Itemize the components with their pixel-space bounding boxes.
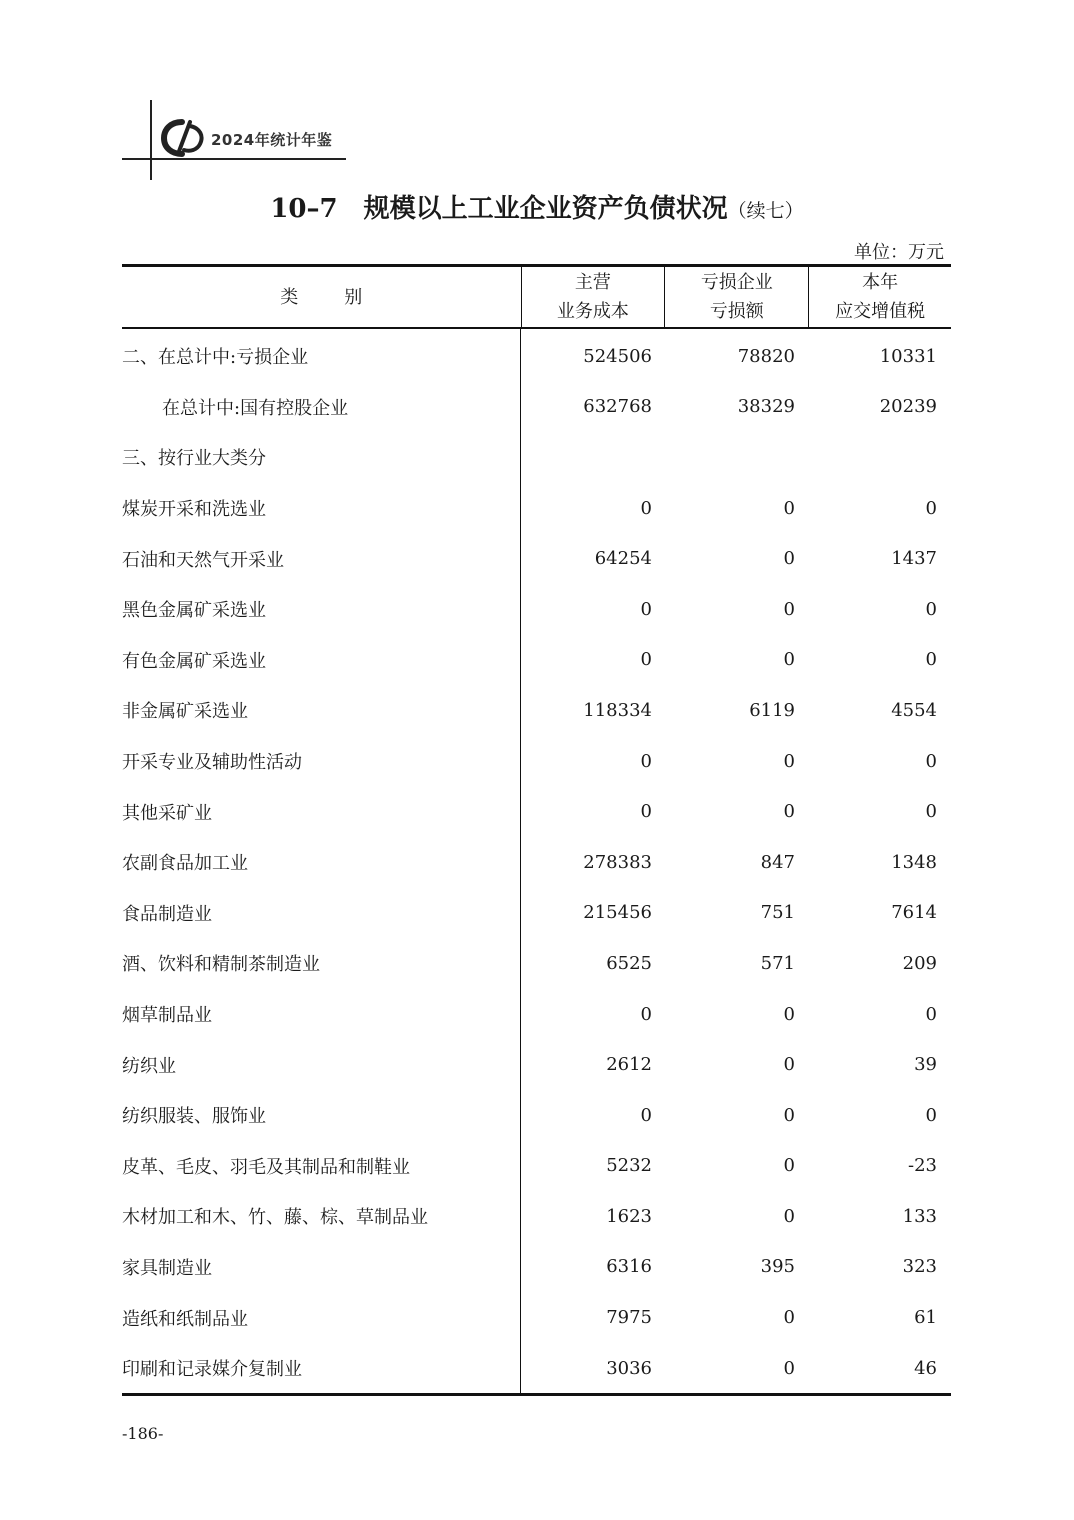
row-value: 46 <box>914 1357 937 1379</box>
row-value: 0 <box>783 1357 795 1379</box>
row-category: 造纸和纸制品业 <box>122 1308 248 1330</box>
row-value: 1623 <box>606 1205 652 1227</box>
table-body <box>122 329 951 1396</box>
table-row <box>122 1090 951 1141</box>
row-value: 632768 <box>583 396 652 418</box>
row-category: 印刷和记录媒介复制业 <box>122 1359 302 1381</box>
row-category: 家具制造业 <box>122 1257 212 1279</box>
table-row <box>122 1242 951 1293</box>
row-value: 3036 <box>606 1357 652 1379</box>
row-value: 0 <box>925 1104 937 1126</box>
row-category: 皮革、毛皮、羽毛及其制品和制鞋业 <box>122 1156 410 1178</box>
table-row <box>122 533 951 584</box>
row-category: 纺织业 <box>122 1055 176 1077</box>
column-header-line: 亏损额 <box>709 301 764 322</box>
header-horizontal-rule <box>122 158 346 160</box>
row-value: 5232 <box>606 1155 652 1177</box>
row-category: 有色金属矿采选业 <box>122 650 266 672</box>
row-value: 395 <box>760 1256 795 1278</box>
row-value: 0 <box>640 801 652 823</box>
row-value: 10331 <box>879 345 937 367</box>
row-value: 0 <box>783 1307 795 1329</box>
row-category: 酒、饮料和精制茶制造业 <box>122 954 320 976</box>
page-title <box>0 188 1074 225</box>
row-value: 0 <box>783 649 795 671</box>
row-value: 0 <box>925 801 937 823</box>
row-value: 0 <box>783 1054 795 1076</box>
row-value: 215456 <box>583 902 652 924</box>
row-value: 6525 <box>606 952 652 974</box>
row-value: 0 <box>783 1205 795 1227</box>
row-value: 0 <box>640 750 652 772</box>
row-value: 278383 <box>583 851 652 873</box>
row-category: 其他采矿业 <box>122 802 212 824</box>
row-category: 黑色金属矿采选业 <box>122 600 266 622</box>
row-value: 78820 <box>737 345 795 367</box>
row-value: 0 <box>925 649 937 671</box>
table-row <box>122 989 951 1040</box>
row-value: 61 <box>914 1307 937 1329</box>
yearbook-label: 2024年统计年鉴 <box>211 131 333 149</box>
row-value: 524506 <box>583 345 652 367</box>
page-number: -186- <box>122 1424 164 1443</box>
row-value: 0 <box>783 750 795 772</box>
table-row <box>122 331 951 382</box>
column-header-loss-amount <box>665 267 809 327</box>
row-value: 0 <box>925 497 937 519</box>
row-value: 1348 <box>891 851 937 873</box>
row-value: 6119 <box>749 699 795 721</box>
column-header-line: 主营 <box>574 272 611 293</box>
row-value: -23 <box>908 1155 937 1177</box>
table-row <box>122 685 951 736</box>
row-value: 133 <box>902 1205 937 1227</box>
table-row <box>122 786 951 837</box>
row-value: 0 <box>783 1003 795 1025</box>
row-value: 0 <box>783 497 795 519</box>
row-value: 0 <box>640 497 652 519</box>
row-value: 0 <box>640 1003 652 1025</box>
table-row <box>122 736 951 787</box>
column-header-line: 本年 <box>862 272 899 293</box>
row-value: 4554 <box>891 699 937 721</box>
row-category: 非金属矿采选业 <box>122 701 248 723</box>
category-header: 类别 <box>122 267 522 327</box>
column-header-line: 应交增值税 <box>835 301 926 322</box>
row-value: 0 <box>925 598 937 620</box>
table-number: 10–7 <box>270 194 338 224</box>
row-category: 在总计中:国有控股企业 <box>162 397 349 419</box>
row-value: 0 <box>783 548 795 570</box>
table-row <box>122 1039 951 1090</box>
row-value: 571 <box>760 952 795 974</box>
row-category: 三、按行业大类分 <box>122 448 266 470</box>
row-value: 847 <box>760 851 795 873</box>
table-row <box>122 584 951 635</box>
table-row <box>122 1191 951 1242</box>
row-value: 39 <box>914 1054 937 1076</box>
table-row <box>122 382 951 433</box>
row-value: 1437 <box>891 548 937 570</box>
row-category: 二、在总计中:亏损企业 <box>122 347 309 369</box>
row-category: 烟草制品业 <box>122 1005 212 1027</box>
row-value: 0 <box>925 1003 937 1025</box>
row-category: 煤炭开采和洗选业 <box>122 499 266 521</box>
row-value: 7614 <box>891 902 937 924</box>
table-row <box>122 1292 951 1343</box>
table-row <box>122 483 951 534</box>
row-value: 0 <box>925 750 937 772</box>
table-row <box>122 635 951 686</box>
table-row <box>122 1141 951 1192</box>
table-row <box>122 888 951 939</box>
row-value: 323 <box>902 1256 937 1278</box>
yearbook-logo-icon <box>160 116 206 158</box>
row-category: 石油和天然气开采业 <box>122 549 284 571</box>
row-value: 0 <box>640 1104 652 1126</box>
row-value: 20239 <box>879 396 937 418</box>
column-header-line: 业务成本 <box>556 301 629 322</box>
column-header-main-cost <box>522 267 666 327</box>
row-value: 0 <box>783 1104 795 1126</box>
row-category: 食品制造业 <box>122 903 212 925</box>
column-header-line: 亏损企业 <box>700 272 773 293</box>
row-category: 农副食品加工业 <box>122 853 248 875</box>
row-category: 纺织服装、服饰业 <box>122 1106 266 1128</box>
row-category: 开采专业及辅助性活动 <box>122 752 302 774</box>
title-continued: （续七） <box>727 200 804 222</box>
table-header <box>122 264 951 329</box>
row-value: 0 <box>783 598 795 620</box>
row-value: 0 <box>783 1155 795 1177</box>
row-value: 38329 <box>737 396 795 418</box>
table-row <box>122 837 951 888</box>
table-row <box>122 432 951 483</box>
column-header-vat <box>809 267 951 327</box>
row-value: 0 <box>640 649 652 671</box>
row-value: 209 <box>902 952 937 974</box>
header-vertical-rule <box>150 100 152 180</box>
row-value: 2612 <box>606 1054 652 1076</box>
row-value: 6316 <box>606 1256 652 1278</box>
row-category: 木材加工和木、竹、藤、棕、草制品业 <box>122 1207 428 1229</box>
row-value: 0 <box>640 598 652 620</box>
row-value: 0 <box>783 801 795 823</box>
row-value: 118334 <box>583 699 652 721</box>
table-row <box>122 1343 951 1394</box>
title-text: 规模以上工业企业资产负债状况 <box>363 194 728 224</box>
row-value: 64254 <box>594 548 652 570</box>
table-row <box>122 938 951 989</box>
row-value: 751 <box>760 902 795 924</box>
unit-label: 单位：万元 <box>854 242 944 263</box>
row-value: 7975 <box>606 1307 652 1329</box>
data-table <box>122 264 951 1396</box>
